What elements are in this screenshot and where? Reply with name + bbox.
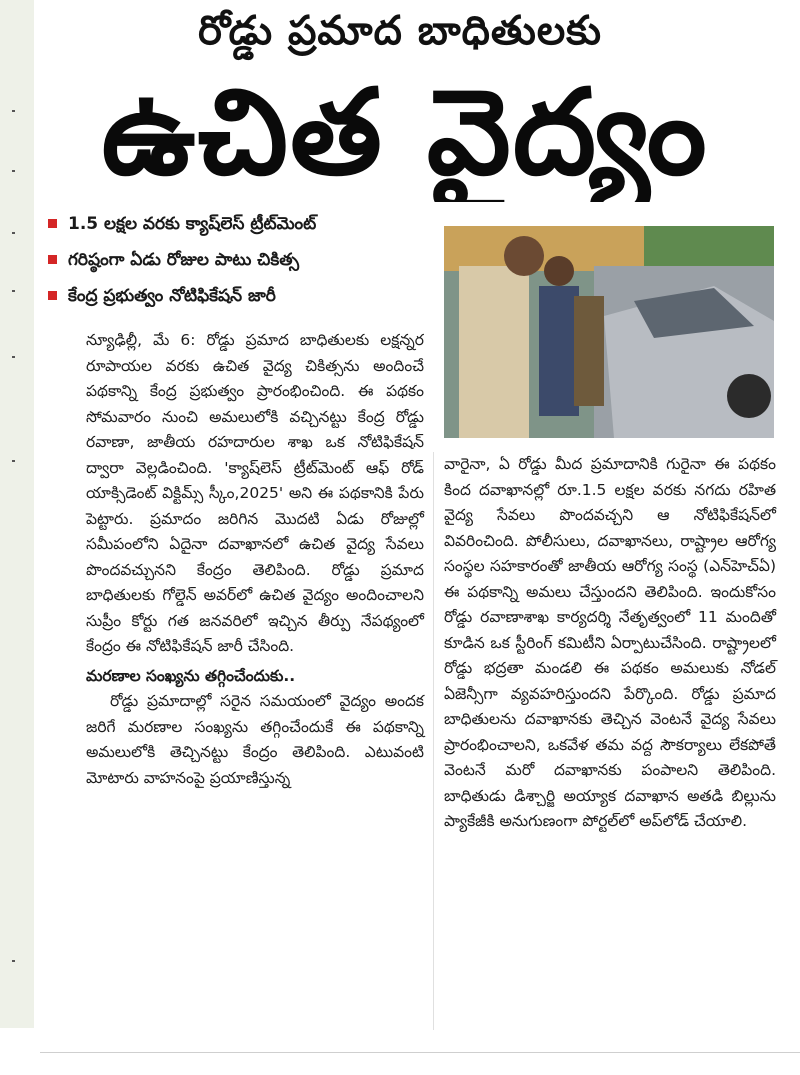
bullet-item <box>46 206 426 242</box>
margin-mark <box>12 960 15 962</box>
bottom-rule <box>40 1052 800 1053</box>
column-divider <box>433 452 434 1030</box>
article-paragraph: వారైనా, ఏ రోడ్డు మీద ప్రమాదానికి గురైనా ఈ పథకం కింద దవాఖానల్లో రూ.1.5 లక్షల వరకు నగదు రహిత వైద్య సేవలు పొందవచ్చని ఆ నోటిఫికేషన్‌లో వివరించింది. పోలీసులు, దవాఖానలు, రాష్ట్రాల ఆరోగ్య సంస్థల సహకారంతో జాతీయ ఆరోగ్య సంస్థ (ఎన్‌హెచ్‌ఏ) ఈ పథకాన్ని అమలు చేస్తుందని తెలిపింది. ఇందుకోసం రోడ్డు రవాణాశాఖ కార్యదర్శి నేతృత్వంలో 11 మందితో కూడిన ఒక స్టీరింగ్ కమిటీని ఏర్పాటుచేసింది. రాష్ట్రాలలో రోడ్డు భద్రతా మండలి ఈ పథకం అమలుకు నోడల్ ఏజెన్సీగా వ్యవహరిస్తుందని పేర్కొంది. రోడ్డు ప్రమాద బాధితులను దవాఖానకు తెచ్చిన వెంటనే వైద్య సేవలు ప్రారంభించాలని, ఒకవేళ తమ వద్ద సౌకర్యాలు లేకపోతే వెంటనే మరో దవాఖానకు పంపాలని తెలిపింది. బాధితుడు డిశ్చార్జి అయ్యాక దవాఖాన అతడి బిల్లును ప్యాకేజీకి అనుగుణంగా పోర్టల్‌లో అప్‌లోడ్ చేయాలి. <box>444 455 776 830</box>
red-square-icon <box>48 291 57 300</box>
accident-photo-illustration <box>444 226 774 438</box>
margin-mark <box>12 290 15 292</box>
article-subhead: మరణాల సంఖ్యను తగ్గించేందుకు.. <box>86 666 296 685</box>
main-headline: ఉచిత వైద్యం <box>101 63 709 201</box>
kicker-headline: రోడ్డు ప్రమాద బాధితులకు <box>198 8 602 54</box>
bullet-item <box>46 278 426 314</box>
margin-mark <box>12 110 15 112</box>
margin-mark <box>12 460 15 462</box>
article-paragraph: రోడ్డు ప్రమాదాల్లో సరైన సమయంలో వైద్యం అందక జరిగే మరణాల సంఖ్యను తగ్గించేందుకే ఈ పథకాన్ని అమలులోకి తెచ్చినట్టు కేంద్రం తెలిపింది. ఎటువంటి మోటారు వాహనంపై ప్రయాణిస్తున్న <box>86 692 424 787</box>
bullet-item <box>46 242 426 278</box>
article-column-left <box>86 328 424 791</box>
margin-mark <box>12 170 15 172</box>
margin-mark <box>12 232 15 234</box>
bullet-text: కేంద్ర ప్రభుత్వం నోటిఫికేషన్ జారీ <box>68 286 276 306</box>
page-margin-strip <box>0 0 34 1028</box>
red-square-icon <box>48 255 57 264</box>
article-column-right <box>444 452 776 835</box>
red-square-icon <box>48 219 57 228</box>
margin-mark <box>12 356 15 358</box>
accident-photo <box>444 226 774 438</box>
highlight-bullets <box>46 206 426 314</box>
bullet-text: గరిష్ఠంగా ఏడు రోజుల పాటు చికిత్స <box>68 250 299 270</box>
article-paragraph: న్యూఢిల్లీ, మే 6: రోడ్డు ప్రమాద బాధితులకు లక్షన్నర రూపాయల వరకు ఉచిత వైద్య చికిత్సను అందించే పథకాన్ని కేంద్ర ప్రభుత్వం ప్రారంభించింది. ఈ పథకం సోమవారం నుంచి అమలులోకి వచ్చినట్టు కేంద్ర రోడ్డు రవాణా, జాతీయ రహదారుల శాఖ ఒక నోటిఫికేషన్ ద్వారా వెల్లడించింది. 'క్యాష్‌లెస్ ట్రీట్‌మెంట్ ఆఫ్ రోడ్ యాక్సిడెంట్ విక్టిమ్స్ స్కీం,2025' అని ఈ పథకానికి పేరు పెట్టారు. ప్రమాదం జరిగిన మొదటి ఏడు రోజుల్లో సమీపంలోని ఏదైనా దవాఖానలో ఉచిత వైద్య సేవలు పొందవచ్చునని కేంద్రం తెలిపింది. రోడ్డు ప్రమాద బాధితులకు గోల్డెన్ అవర్‌లో ఉచిత వైద్యం అందించాలని సుప్రీం కోర్టు గత జనవరిలో ఇచ్చిన తీర్పు నేపథ్యంలో కేంద్రం ఈ నోటిఫికేషన్ జారీ చేసింది. <box>86 331 424 655</box>
bullet-text: 1.5 లక్షల వరకు క్యాష్‌లెస్ ట్రీట్‌మెంట్ <box>68 214 317 234</box>
